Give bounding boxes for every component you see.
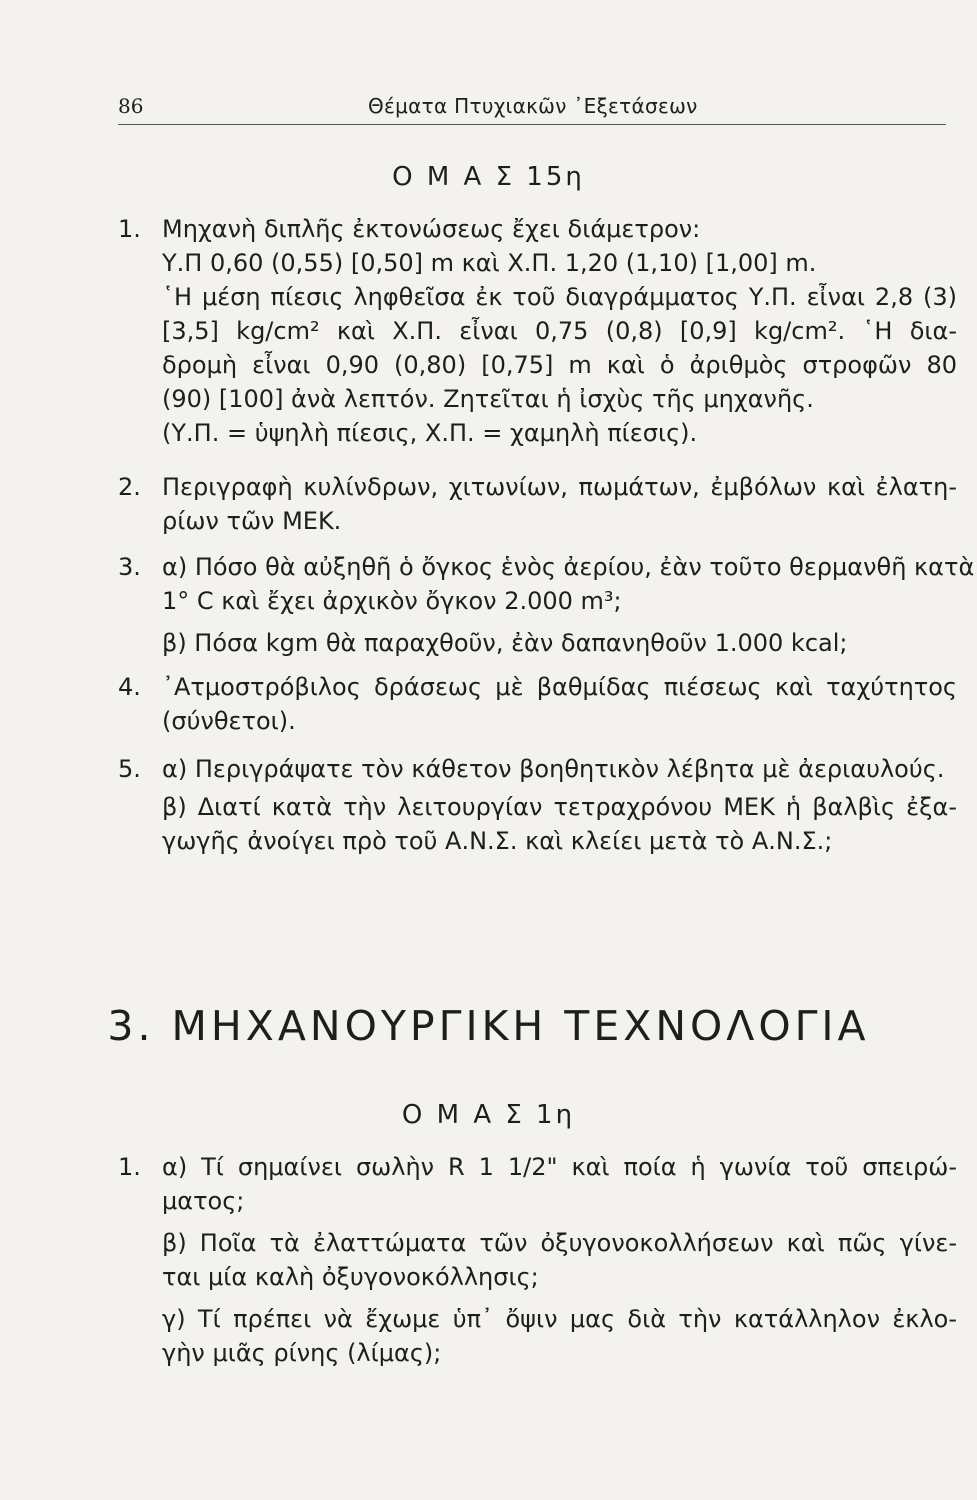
question-number: 5. bbox=[118, 755, 141, 783]
text-line: ᾿Ατμοστρόβιλος δράσεως μὲ βαθμίδας πιέσεως καὶ ταχύτητος bbox=[162, 673, 957, 701]
text-line: α) Τί σημαίνει σωλὴν R 1 1/2" καὶ ποία ἡ γωνία τοῦ σπειρώ- bbox=[162, 1153, 957, 1181]
text-line: (90) [100] ἀνὰ λεπτόν. Ζητεῖται ἡ ἰσχὺς τῆς μηχανῆς. bbox=[162, 385, 814, 413]
text-line: (σύνθετοι). bbox=[162, 707, 296, 735]
page-number: 86 bbox=[118, 94, 144, 118]
text-line: α) Περιγράψατε τὸν κάθετον βοηθητικὸν λέβητα μὲ ἀεριαυλούς. bbox=[162, 755, 945, 783]
chapter-title: 3. ΜΗΧΑΝΟΥΡΓΙΚΗ ΤΕΧΝΟΛΟΓΙΑ bbox=[107, 1002, 870, 1050]
page-header bbox=[118, 94, 946, 124]
group-15-title: Ο Μ Α Σ 15η bbox=[392, 162, 585, 192]
question-number: 1. bbox=[118, 215, 141, 243]
text-line: ῾Η μέση πίεσις ληφθεῖσα ἐκ τοῦ διαγράμματος Υ.Π. εἶναι 2,8 (3) bbox=[162, 283, 957, 311]
text-line: α) Πόσο θὰ αὐξηθῆ ὁ ὄγκος ἑνὸς ἀερίου, ἐὰν τοῦτο θερμανθῆ κατὰ bbox=[162, 553, 975, 581]
question-text bbox=[162, 752, 957, 858]
question-number: 4. bbox=[118, 673, 141, 701]
text-line: γωγῆς ἀνοίγει πρὸ τοῦ Α.Ν.Σ. καὶ κλείει μετὰ τὸ Α.Ν.Σ.; bbox=[162, 827, 833, 855]
question-text bbox=[162, 550, 975, 660]
group-1-title: Ο Μ Α Σ 1η bbox=[401, 1100, 576, 1130]
question-text bbox=[162, 470, 957, 538]
text-line: 1° C καὶ ἔχει ἀρχικὸν ὄγκον 2.000 m³; bbox=[162, 587, 622, 615]
text-line: β) Διατί κατὰ τὴν λειτουργίαν τετραχρόνου ΜΕΚ ἡ βαλβὶς ἐξα- bbox=[162, 793, 957, 821]
text-line: β) Πόσα kgm θὰ παραχθοῦν, ἐὰν δαπανηθοῦν 1.000 kcal; bbox=[162, 629, 848, 657]
text-line: δρομὴ εἶναι 0,90 (0,80) [0,75] m καὶ ὁ ἀριθμὸς στροφῶν 80 bbox=[162, 351, 957, 379]
question-number: 2. bbox=[118, 473, 141, 501]
text-line: γὴν μιᾶς ρίνης (λίμας); bbox=[162, 1339, 442, 1367]
question-text bbox=[162, 670, 957, 738]
text-line: ματος; bbox=[162, 1187, 245, 1215]
text-line: [3,5] kg/cm² καὶ Χ.Π. εἶναι 0,75 (0,8) [0,9] kg/cm². ῾Η δια- bbox=[162, 317, 957, 345]
question-number: 1. bbox=[118, 1153, 141, 1181]
text-line: γ) Τί πρέπει νὰ ἔχωμε ὑπ᾿ ὄψιν μας διὰ τὴν κατάλληλον ἐκλο- bbox=[162, 1305, 957, 1333]
question-text bbox=[162, 212, 957, 450]
text-line: Μηχανὴ διπλῆς ἐκτονώσεως ἔχει διάμετρον: bbox=[162, 215, 701, 243]
text-line: (Υ.Π. = ὑψηλὴ πίεσις, Χ.Π. = χαμηλὴ πίεσις). bbox=[162, 419, 698, 447]
question-number: 3. bbox=[118, 553, 141, 581]
text-line: β) Ποῖα τὰ ἐλαττώματα τῶν ὀξυγονοκολλήσεων καὶ πῶς γίνε- bbox=[162, 1229, 957, 1257]
text-line: Περιγραφὴ κυλίνδρων, χιτωνίων, πωμάτων, ἐμβόλων καὶ ἐλατη- bbox=[162, 473, 957, 501]
running-title: Θέματα Πτυχιακῶν ᾿Εξετάσεων bbox=[368, 94, 698, 118]
text-line: Υ.Π 0,60 (0,55) [0,50] m καὶ Χ.Π. 1,20 (1,10) [1,00] m. bbox=[162, 249, 817, 277]
text-line: ρίων τῶν ΜΕΚ. bbox=[162, 507, 342, 535]
header-rule bbox=[118, 124, 946, 125]
text-line: ται μία καλὴ ὀξυγονοκόλλησις; bbox=[162, 1263, 539, 1291]
question-text bbox=[162, 1150, 957, 1370]
